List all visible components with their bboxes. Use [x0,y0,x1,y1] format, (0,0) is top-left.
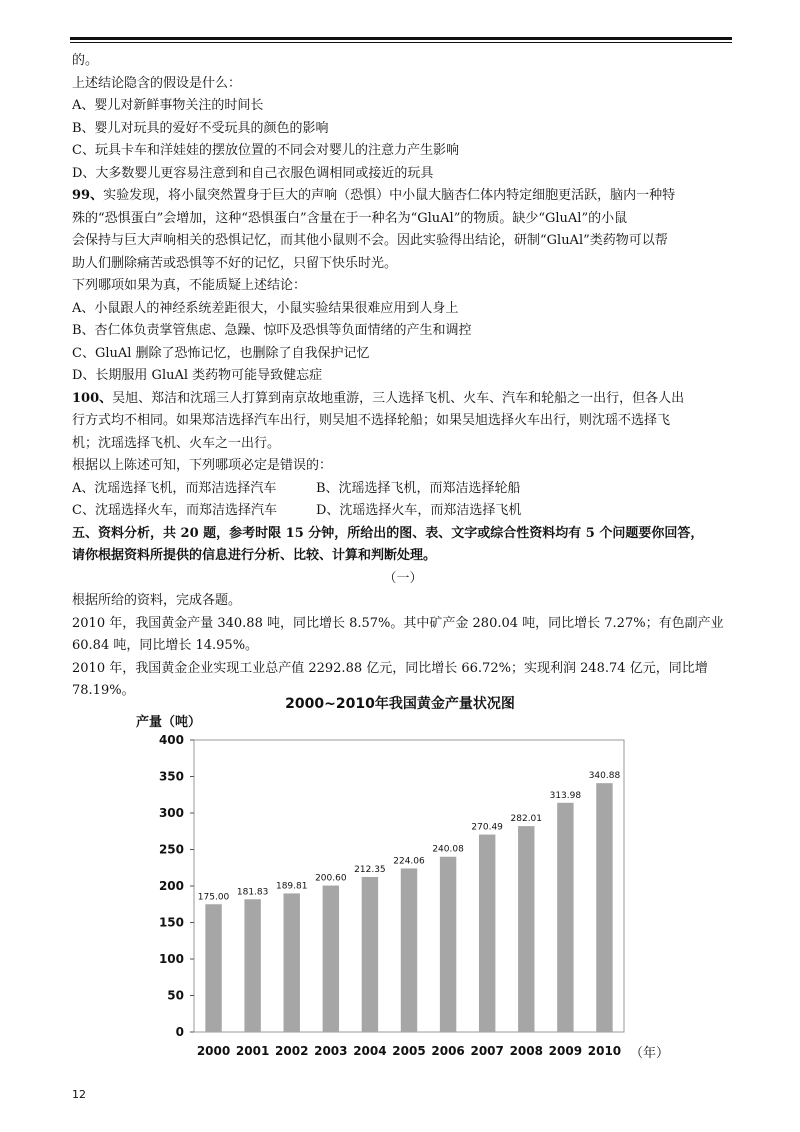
bar-value-label: 313.98 [549,790,582,801]
q99-option-b: B、杏仁体负责掌管焦虑、急躁、惊吓及恐惧等负面情绪的产生和调控 [72,323,472,338]
bar [401,868,417,1032]
q99-line: 殊的“恐惧蛋白”会增加，这种“恐惧蛋白”含量在于一种名为“GluAl”的物质。缺少“GluAl”的小鼠 [72,210,628,226]
y-tick-label: 100 [158,952,184,966]
subsection-title: （一） [383,570,423,586]
q100-text: 吴旭、郑洁和沈瑶三人打算到南京故地重游，三人选择飞机、火车、汽车和轮船之一出行，但各人出 [112,390,685,406]
x-tick-label: 2009 [548,1044,583,1058]
option-c: C、玩具卡车和洋娃娃的摆放位置的不同会对婴儿的注意力产生影响 [72,143,459,158]
page-number: 12 [72,1088,86,1101]
bar [557,803,573,1032]
q99-option-c: C、GluAl 删除了恐怖记忆，也删除了自我保护记忆 [72,345,370,361]
q100-option-d: D、沈瑶选择火车，而郑洁选择飞机 [316,503,522,518]
page-content [72,50,734,703]
x-tick-label: 2005 [392,1044,426,1058]
x-tick-label: 2004 [353,1044,387,1058]
bar-value-label: 200.60 [315,873,347,884]
y-tick-label: 200 [158,879,184,893]
bar [362,877,378,1032]
bar [479,835,495,1032]
paragraph: 2010 年，我国黄金企业实现工业总产值 2292.88 亿元，同比增长 66.72%；实现利润 248.74 亿元，同比增 [72,660,708,676]
bar-value-label: 282.01 [510,814,543,825]
question-stem: 上述结论隐含的假设是什么： [72,75,242,91]
bar-value-label: 240.08 [432,844,464,855]
q100-option-a: A、沈瑶选择飞机，而郑洁选择汽车 [72,480,277,496]
bar-value-label: 181.83 [236,887,269,898]
paragraph: 60.84 吨，同比增长 14.95%。 [72,638,259,653]
q99-line [72,185,734,208]
bar [323,886,339,1032]
y-tick-label: 0 [175,1025,184,1039]
bar [596,783,612,1032]
x-tick-label: 2006 [431,1044,465,1058]
q100-options-ab [72,478,734,501]
y-tick-label: 300 [158,806,184,820]
q100-option-b: B、沈瑶选择飞机，而郑洁选择轮船 [316,480,521,496]
bar [244,899,260,1032]
header-rule-thick [70,37,732,40]
option-a: A、婴儿对新鲜事物关注的时间长 [72,98,264,113]
y-tick-label: 50 [167,988,184,1003]
q100-line: 机；沈瑶选择飞机、火车之一出行。 [72,435,281,451]
x-tick-label: 2000 [196,1044,231,1058]
bar-value-label: 270.49 [471,822,503,833]
paragraph: 2010 年，我国黄金产量 340.88 吨，同比增长 8.57%。其中矿产金 280.04 吨，同比增长 7.27%；有色副产业 [72,615,724,631]
chart-title: 2000~2010年我国黄金产量状况图 [285,696,515,712]
x-tick-label: 2010 [587,1044,622,1058]
q99-line: 助人们删除痛苦或恐惧等不好的记忆，只留下快乐时光。 [72,255,398,271]
q99-text: 实验发现，将小鼠突然置身于巨大的声响（恐惧）中小鼠大脑杏仁体内特定细胞更活跃，脑内一种特 [103,188,676,203]
bar [284,893,300,1032]
bar-value-label: 189.81 [275,881,308,892]
q99-option-a: A、小鼠跟人的神经系统差距很大，小鼠实验结果很难应用到人身上 [72,300,459,316]
option-b: B、婴儿对玩具的爱好不受玩具的颜色的影响 [72,120,329,136]
section-heading: 五、资料分析，共 20 题，参考时限 15 分钟，所给出的图、表、文字或综合性资料均有 5 个问题要你回答， [72,525,704,541]
bar [205,904,221,1032]
bar-value-label: 224.06 [393,856,425,867]
text-line: 的。 [72,53,99,68]
y-tick-label: 250 [158,842,184,857]
q99-option-d: D、长期服用 GluAl 类药物可能导致健忘症 [72,368,323,383]
chart-x-axis-label: （年） [630,1046,670,1061]
header-rule-thin [70,42,732,43]
q100-number: 100、 [72,390,113,406]
bar-value-label: 340.88 [588,771,621,782]
bar [440,857,456,1032]
x-tick-label: 2002 [275,1044,309,1058]
x-tick-label: 2007 [470,1044,504,1058]
q100-option-c: C、沈瑶选择火车，而郑洁选择汽车 [72,503,277,518]
x-tick-label: 2003 [314,1044,348,1058]
section-heading: 请你根据资料所提供的信息进行分析、比较、计算和判断处理。 [72,548,437,563]
bar-value-label: 212.35 [354,864,386,875]
y-tick-label: 350 [158,769,184,784]
paragraph: 78.19%。 [72,683,135,698]
q100-line [72,388,734,411]
x-tick-label: 2008 [509,1044,543,1058]
q99-stem: 下列哪项如果为真，不能质疑上述结论： [72,278,307,293]
q100-line: 行方式均不相同。如果郑洁选择汽车出行，则吴旭不选择轮船；如果吴旭选择火车出行，则沈瑶不选择飞 [72,413,671,428]
chart-y-axis-label: 产量（吨） [136,715,202,730]
q99-line: 会保持与巨大声响相关的恐惧记忆，而其他小鼠则不会。因此实验得出结论，研制“GluAl”类药物可以帮 [72,233,668,248]
bar-value-label: 175.00 [197,892,230,903]
q100-options-cd [72,500,734,523]
y-tick-label: 400 [158,733,184,747]
y-tick-label: 150 [158,915,184,930]
x-tick-label: 2001 [235,1044,270,1058]
gold-production-chart [130,690,690,1070]
option-d: D、大多数婴儿更容易注意到和自己衣服色调相同或接近的玩具 [72,165,434,181]
paragraph: 根据所给的资料，完成各题。 [72,593,242,608]
q100-stem: 根据以上陈述可知，下列哪项必定是错误的： [72,458,333,473]
q99-number: 99、 [72,188,104,203]
bar [518,826,534,1032]
